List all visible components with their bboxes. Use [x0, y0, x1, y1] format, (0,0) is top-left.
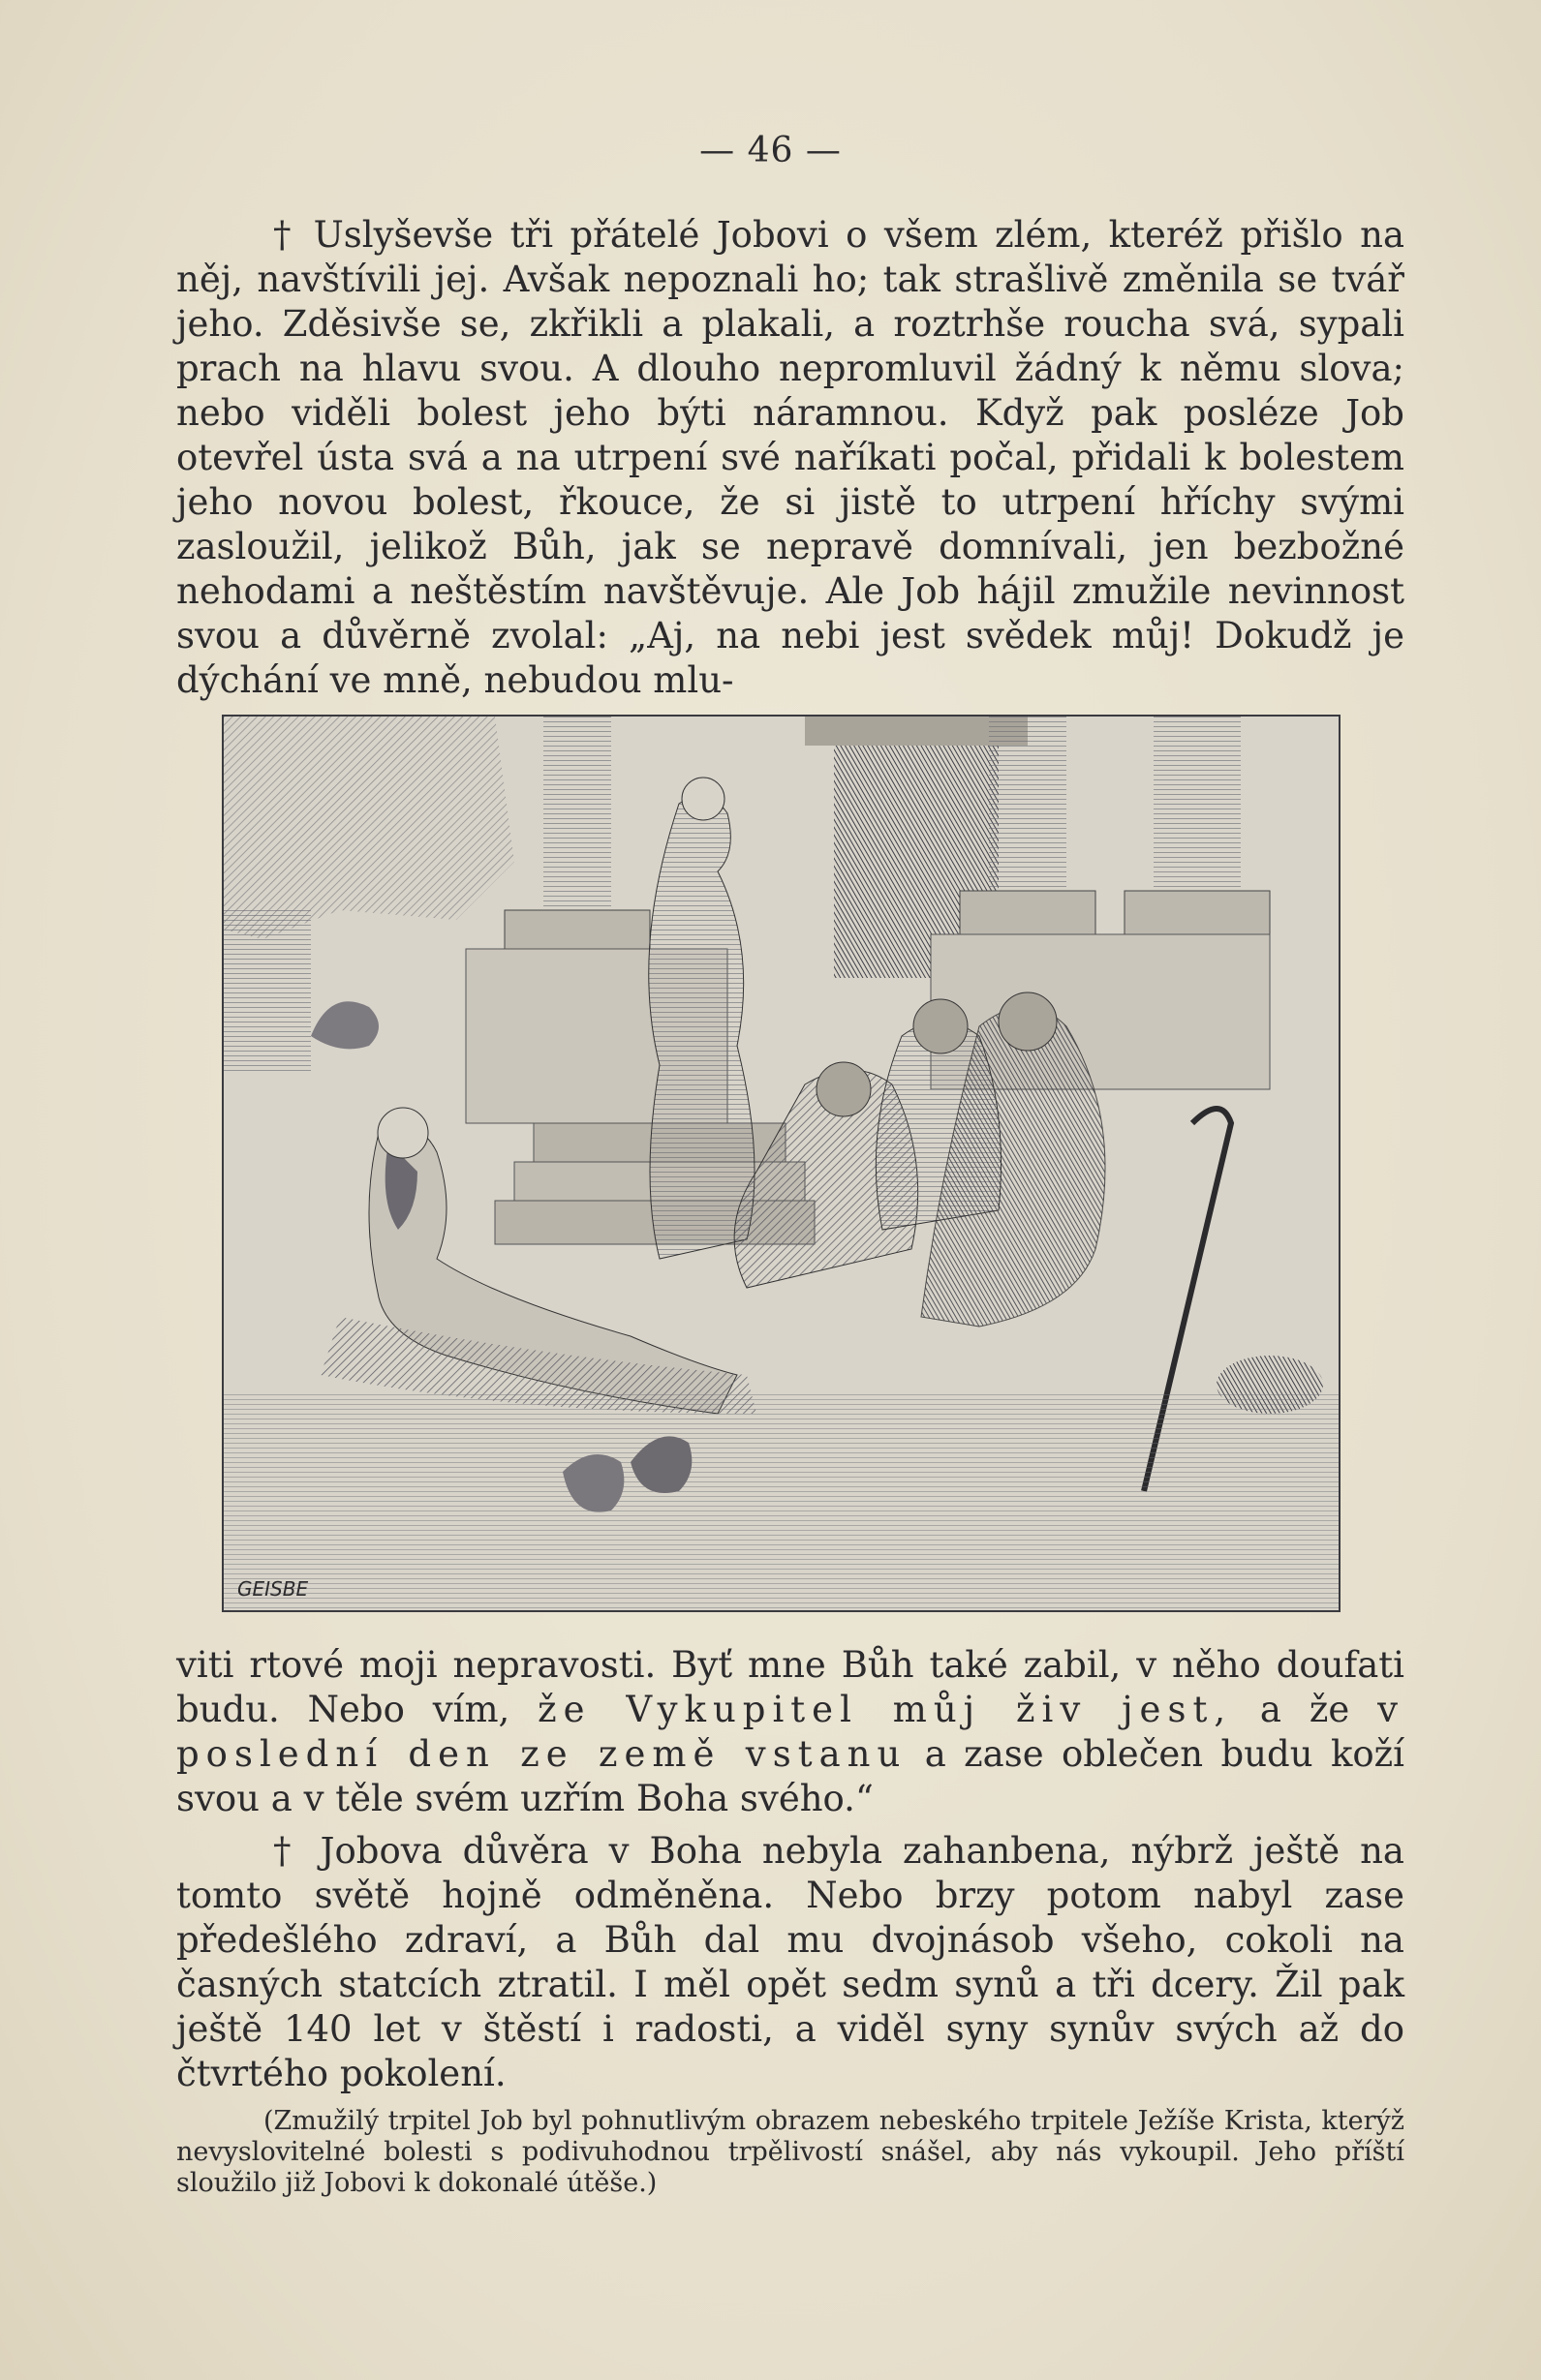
column-base-right — [1125, 891, 1270, 934]
top-text-block — [176, 213, 1404, 703]
continuation-text-2: a že — [1232, 1689, 1378, 1730]
engraving-illustration — [222, 715, 1341, 1612]
page-number: — 46 — — [699, 131, 842, 170]
continuation-spaced-1: že Vykupitel můj živ jest, — [538, 1689, 1233, 1730]
ground — [224, 1394, 1339, 1610]
garden-wall — [224, 910, 311, 1075]
column-base-middle — [960, 891, 1095, 934]
engraving-drawing — [224, 717, 1339, 1610]
column-middle — [989, 717, 1066, 891]
friend-three-head — [999, 992, 1057, 1051]
continuation-text-3: a zase oblečen budu koží svou a v těle svém uzřím Boha svého.“ — [176, 1733, 1404, 1819]
job-head — [378, 1108, 428, 1158]
column-base-left — [505, 910, 650, 949]
friend-one-head — [817, 1062, 871, 1116]
closing-note: (Zmužilý trpitel Job byl pohnutlivým obrazem nebeského trpitele Ježíše Krista, kterýž nevyslovitelné bolesti s podivuhodnou trpělivostí snášel, aby nás vykoupil. Jeho příští sloužilo již Jobovi k dokonalé útěše.) — [176, 2106, 1404, 2198]
column-right — [1154, 717, 1241, 891]
paragraph-job-rewarded: † Jobova důvěra v Boha nebyla zahanbena, nýbrž ještě na tomto světě hojně odměněna. Nebo brzy potom nabyl zase předešlého zdraví, a Bůh dal mu dvojnásob všeho, cokoli na časných statcích ztratil. I měl opět sedm synů a tři dcery. Žil pak ještě 140 let v štěstí i radosti, a viděl syny synův svých až do čtvrtého pokolení. — [176, 1830, 1404, 2094]
continuation-spaced-2: v poslední den ze země vstanu — [176, 1689, 1404, 1775]
continuation-paragraph — [176, 1643, 1404, 1821]
column-left — [543, 717, 611, 910]
paragraph-job-friends: † Uslyševše tři přátelé Jobovi o všem zlém, kteréž přišlo na něj, navštívili jej. Avšak nepoznali ho; tak strašlivě změnila se tvář jeho. Zděsivše se, zkřikli a plakali, a roztrhše roucha svá, sypali prach na hlavu svou. A dlouho nepromluvil žádný k němu slova; nebo viděli bolest jeho býti náramnou. Když pak posléze Job otevřel ústa svá a na utrpení své naříkati počal, přidali k bolestem jeho novou bolest, řkouce, že si jistě to utrpení hříchy svými zasloužil, jelikož Bůh, jak se nepravě domnívali, jen bezbožné nehodami a neštěstím navštěvuje. Ale Job hájil zmužile nevinnost svou a důvěrně zvolal: „Aj, na nebi jest svědek můj! Dokudž je dýchání ve mně, nebudou mlu- — [176, 214, 1404, 701]
woman-head — [682, 778, 724, 820]
friend-two-head — [913, 999, 968, 1053]
continuation-text-1: viti rtové moji nepravosti. Byť mne Bůh také zabil, v něho doufati budu. Nebo vím, — [176, 1644, 1404, 1730]
artist-signature: GEISBE — [237, 1577, 309, 1601]
bottom-text-block — [176, 1643, 1404, 2199]
